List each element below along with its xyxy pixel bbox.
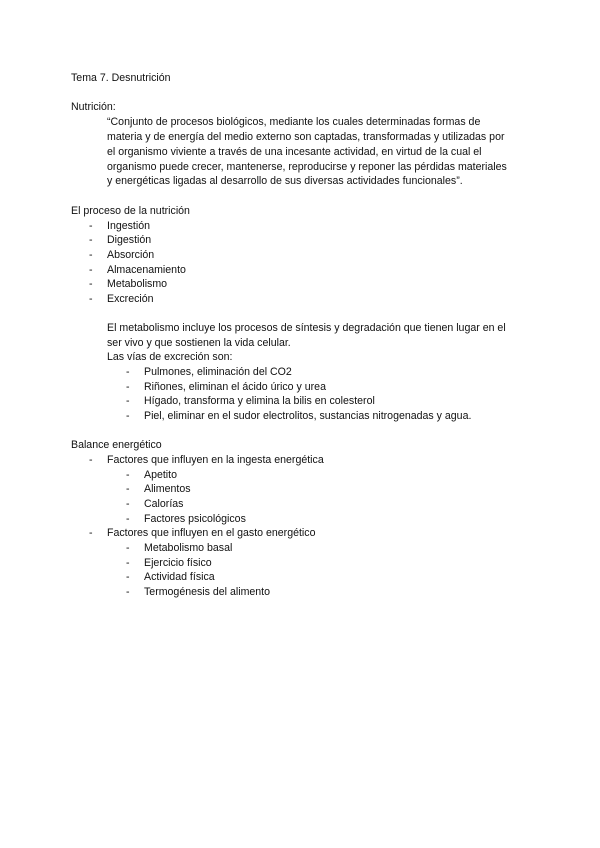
list-item-label: Termogénesis del alimento [144, 586, 271, 598]
list-item-label: Piel, eliminar en el sudor electrolitos, sustancias nitrogenadas y agua. [144, 410, 472, 422]
bullet-dash: - [126, 381, 130, 393]
bullet-dash: - [89, 527, 93, 539]
list-item-label: Absorción [107, 249, 155, 261]
list-item [89, 277, 168, 291]
list-item-label: Actividad física [144, 571, 215, 583]
list-item [89, 219, 150, 233]
group-label: Factores que influyen en el gasto energético [107, 527, 316, 539]
bullet-dash: - [126, 498, 130, 510]
list-item [126, 365, 292, 379]
list-item [126, 570, 215, 584]
list-item [126, 497, 184, 511]
definition-line: organismo puede crecer, mantenerse, reproducirse y reponer las pérdidas materiales [107, 161, 507, 173]
list-item-label: Pulmones, eliminación del CO2 [144, 366, 292, 378]
bullet-dash: - [126, 395, 130, 407]
list-item [126, 585, 271, 599]
proceso-heading: El proceso de la nutrición [71, 205, 190, 217]
list-item-label: Ingestión [107, 220, 150, 232]
list-item [89, 233, 152, 247]
bullet-dash: - [89, 264, 93, 276]
bullet-dash: - [126, 542, 130, 554]
definition-line: y energéticas ligadas al desarrollo de sus diversas actividades funcionales”. [107, 175, 463, 187]
excrecion-intro: Las vías de excreción son: [107, 351, 233, 363]
bullet-dash: - [89, 220, 93, 232]
balance-heading: Balance energético [71, 439, 162, 451]
list-item-label: Hígado, transforma y elimina la bilis en colesterol [144, 395, 375, 407]
bullet-dash: - [89, 278, 93, 290]
document-title: Tema 7. Desnutrición [71, 72, 171, 84]
bullet-dash: - [126, 557, 130, 569]
definition-line: materia y de energía del medio externo son captadas, transformadas y utilizadas por [107, 131, 505, 143]
bullet-dash: - [89, 249, 93, 261]
list-item-label: Factores psicológicos [144, 513, 246, 525]
list-item-label: Ejercicio físico [144, 557, 212, 569]
definition-line: el organismo viviente a través de una incesante actividad, en virtud de la cual el [107, 146, 482, 158]
list-item [89, 263, 186, 277]
bullet-dash: - [126, 483, 130, 495]
bullet-dash: - [126, 366, 130, 378]
list-item [126, 380, 326, 394]
list-item [126, 556, 212, 570]
list-item-label: Almacenamiento [107, 264, 186, 276]
list-item-label: Calorías [144, 498, 184, 510]
list-item [89, 292, 154, 306]
list-item [126, 394, 375, 408]
metabolismo-line: El metabolismo incluye los procesos de síntesis y degradación que tienen lugar en el [107, 322, 506, 334]
list-item [126, 541, 233, 555]
bullet-dash: - [126, 410, 130, 422]
bullet-dash: - [126, 586, 130, 598]
bullet-dash: - [89, 454, 93, 466]
list-item-label: Metabolismo [107, 278, 168, 290]
list-item [89, 526, 316, 540]
list-item-label: Apetito [144, 469, 177, 481]
list-item [89, 248, 155, 262]
bullet-dash: - [126, 469, 130, 481]
nutricion-heading: Nutrición: [71, 101, 116, 113]
bullet-dash: - [89, 234, 93, 246]
list-item [89, 453, 324, 467]
list-item-label: Digestión [107, 234, 152, 246]
list-item-label: Excreción [107, 293, 154, 305]
list-item [126, 468, 177, 482]
list-item-label: Riñones, eliminan el ácido úrico y urea [144, 381, 326, 393]
group-label: Factores que influyen en la ingesta energética [107, 454, 324, 466]
metabolismo-line: ser vivo y que sostienen la vida celular. [107, 337, 291, 349]
bullet-dash: - [89, 293, 93, 305]
list-item-label: Metabolismo basal [144, 542, 233, 554]
bullet-dash: - [126, 513, 130, 525]
list-item-label: Alimentos [144, 483, 191, 495]
list-item [126, 409, 472, 423]
bullet-dash: - [126, 571, 130, 583]
list-item [126, 512, 246, 526]
list-item [126, 482, 191, 496]
definition-line: “Conjunto de procesos biológicos, mediante los cuales determinadas formas de [107, 116, 481, 128]
